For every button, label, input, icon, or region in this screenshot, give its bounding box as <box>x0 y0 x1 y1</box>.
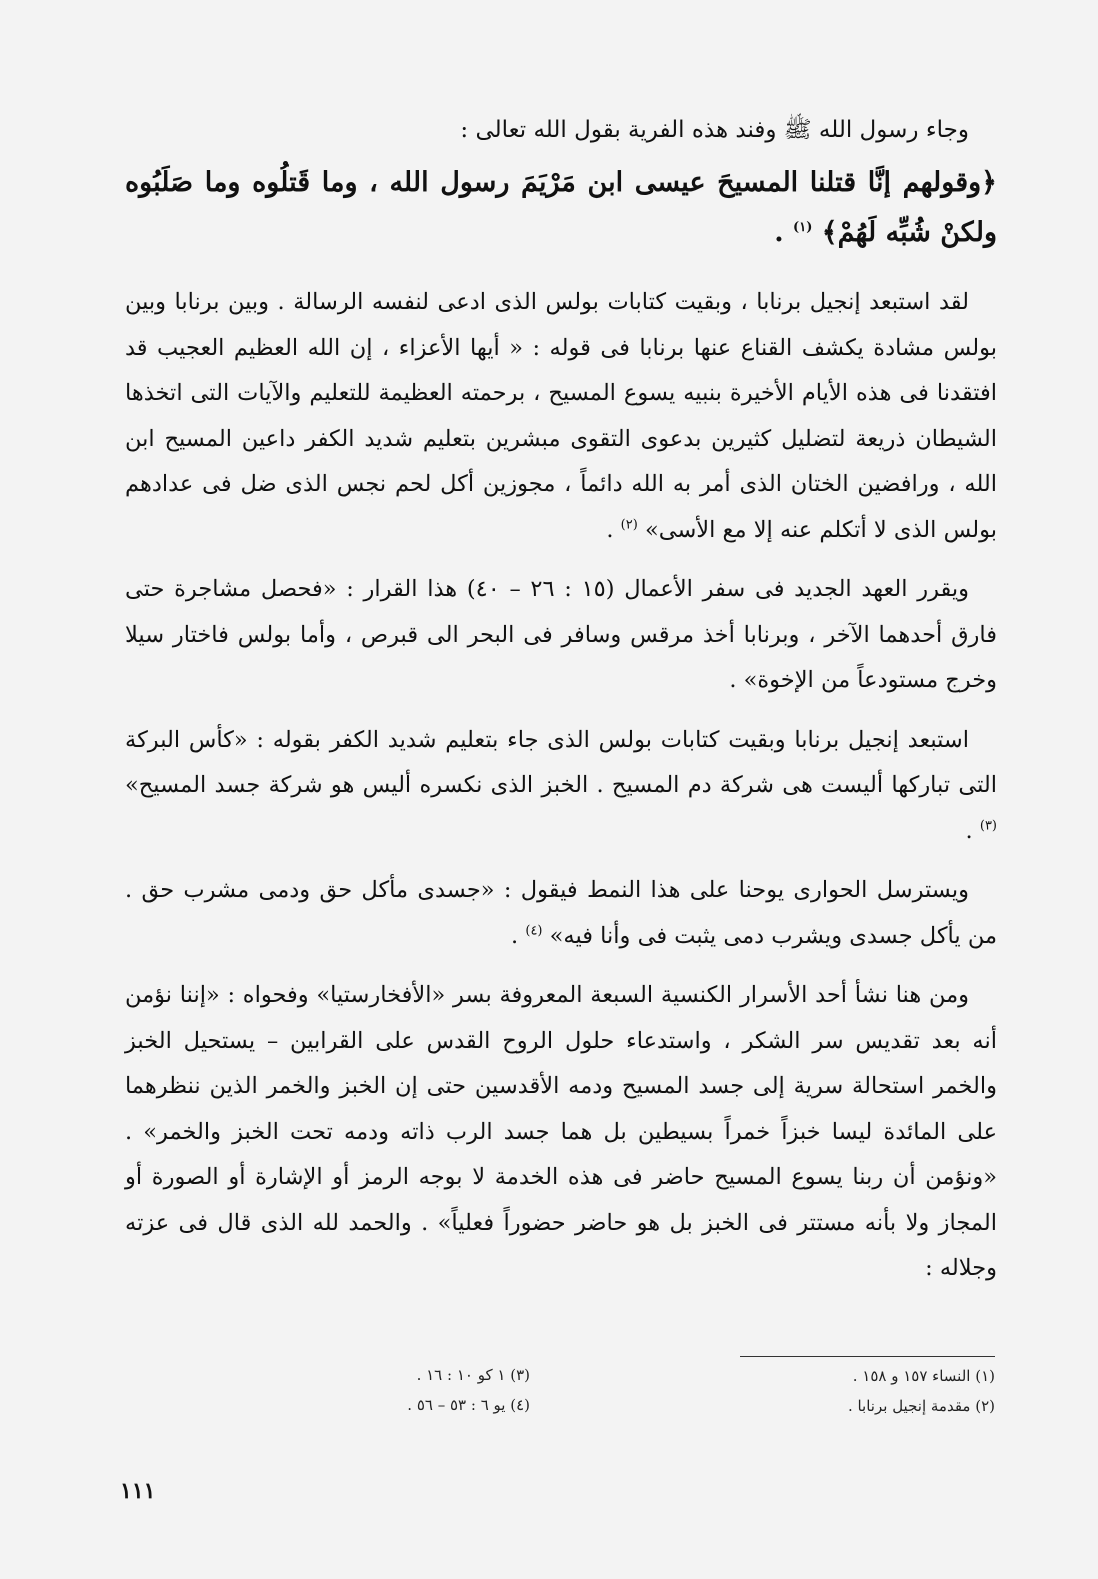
footnote-ref-1: (١) <box>793 220 813 235</box>
verse-end: . <box>774 217 784 248</box>
paragraph-text: لقد استبعد إنجيل برنابا ، وبقيت كتابات بولس الذى ادعى لنفسه الرسالة . وبين برنابا وبين بولس مشادة يكشف القناع عنها برنابا فى قوله : « أيها الأعزاء ، إن الله العظيم العجيب قد افتقدنا فى هذه الأيام الأخيرة بنبيه يسوع المسيح ، برحمته العظيمة للتعليم والآيات التى اتخذها الشيطان ذريعة لتضليل كثيرين بدعوى التقوى مبشرين بتعليم شديد الكفر داعين المسيح ابن الله ، ورافضين الختان الذى أمر به الله دائماً ، مجوزين أكل لحم نجس الذى ضل فى عدادهم بولس الذى لا أتكلم عنه إلا مع الأسى» <box>125 289 997 543</box>
paragraph-text: ومن هنا نشأ أحد الأسرار الكنسية السبعة المعروفة بسر «الأفخارستيا» وفحواه : «إننا نؤمن أنه بعد تقديس سر الشكر ، واستدعاء حلول الروح القدس على القرابين – يستحيل الخبز والخمر استحالة سرية إلى جسد المسيح ودمه الأقدسين حتى إن الخبز والخمر الذين ننظرهما على المائدة ليسا خبزاً خمراً بسيطين بل هما جسد الرب ذاته ودمه تحت الخبز والخمر» . «ونؤمن أن ربنا يسوع المسيح حاضر فى هذه الخدمة لا بوجه الرمز أو الإشارة أو الصورة أو المجاز ولا بأنه مستتر فى الخبز بل هو حاضر حضوراً فعلياً» . والحمد لله الذى قال فى عزته وجلاله : <box>125 982 997 1281</box>
footnotes <box>270 1356 995 1426</box>
footnote-3: (٣) ١ كو ١٠ : ١٦ . <box>416 1366 530 1384</box>
footnote-1: (١) النساء ١٥٧ و ١٥٨ . <box>852 1367 995 1385</box>
footnotes-right-column <box>740 1356 995 1421</box>
paragraph-5 <box>125 973 997 1292</box>
paragraph-text: استبعد إنجيل برنابا وبقيت كتابات بولس الذى جاء بتعليم شديد الكفر بقوله : «كأس البركة التى تباركها أليست هى شركة دم المسيح . الخبز الذى نكسره أليس هو شركة جسد المسيح» <box>125 726 997 798</box>
footnote-2: (٢) مقدمة إنجيل برنابا . <box>847 1397 995 1415</box>
paragraph-1 <box>125 280 997 553</box>
verse-text: ﴿وقولهم إنَّا قتلنا المسيحَ عيسى ابن مَرْيَمَ رسول الله ، وما قَتلُوه وما صَلَبُوه ولكنْ شُبِّه لَهُمْ﴾ <box>125 167 997 248</box>
paragraph-text: ويسترسل الحوارى يوحنا على هذا النمط فيقول : «جسدى مأكل حق ودمى مشرب حق . من يأكل جسدى ويشرب دمى يثبت فى وأنا فيه» <box>125 877 997 949</box>
footnote-ref-3: (٣) <box>979 818 997 833</box>
footnotes-left-column <box>270 1360 530 1420</box>
page-number: ١١١ <box>120 1478 156 1504</box>
paragraph-2 <box>125 567 997 704</box>
paragraph-text: ويقرر العهد الجديد فى سفر الأعمال (١٥ : ٢٦ – ٤٠) هذا القرار : «فحصل مشاجرة حتى فارق أحدهما الآخر ، وبرنابا أخذ مرقس وسافر فى البحر الى قبرص ، وأما بولس فاختار سيلا وخرج مستودعاً من الإخوة» . <box>125 576 997 693</box>
paragraph-end: . <box>965 817 973 844</box>
paragraph-end: . <box>606 516 614 543</box>
intro-line: وجاء رسول الله ﷺ وفند هذه الفرية بقول الله تعالى : <box>460 117 969 143</box>
body-text <box>125 108 997 1306</box>
footnote-ref-4: (٤) <box>525 923 543 938</box>
footnote-ref-2: (٢) <box>620 517 638 532</box>
quran-verse <box>125 158 997 258</box>
paragraph-end: . <box>511 922 519 949</box>
paragraph-3 <box>125 718 997 855</box>
paragraph-4 <box>125 868 997 959</box>
footnote-4: (٤) يو ٦ : ٥٣ – ٥٦ . <box>407 1396 530 1414</box>
